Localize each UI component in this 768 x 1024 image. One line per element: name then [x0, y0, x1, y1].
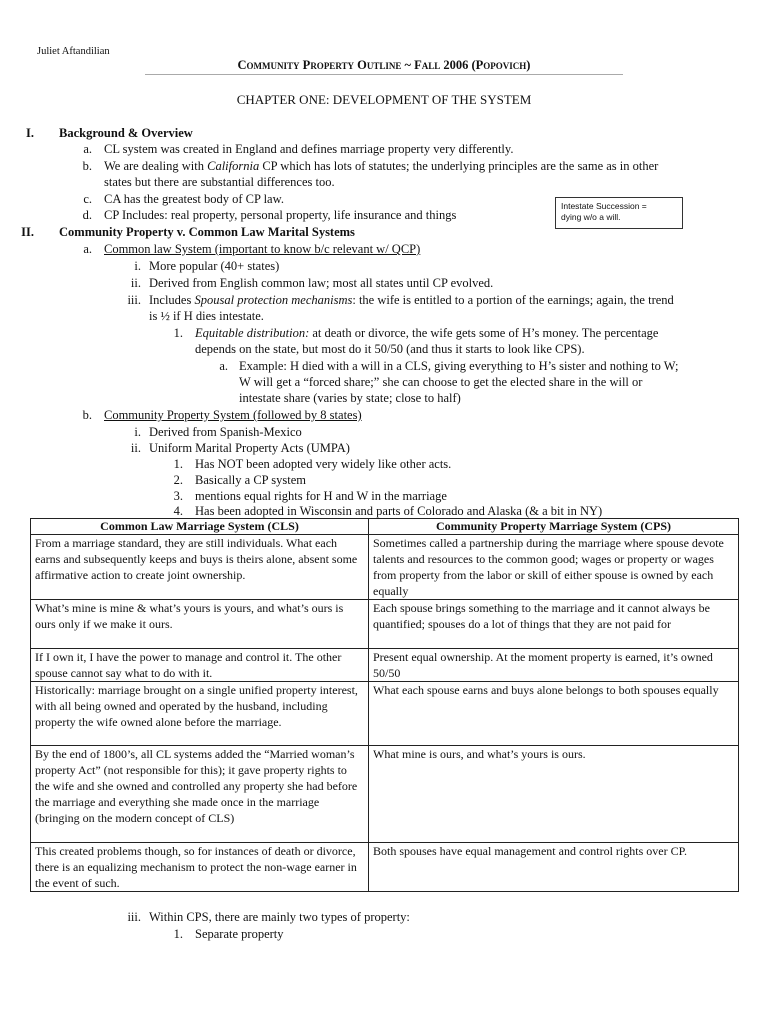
table-cell: Present equal ownership. At the moment property is earned, it’s owned 50/50	[369, 649, 739, 682]
list-item-continuation: intestate share (varies by state; close to half)	[239, 391, 461, 405]
table-cell: From a marriage standard, they are still individuals. What each earns and subsequently keeps and buys is theirs alone, absent some affirmative action to create joint ownership.	[31, 535, 369, 600]
list-item: Example: H died with a will in a CLS, giving everything to H’s sister and nothing to W;	[239, 359, 679, 373]
table-cell: By the end of 1800’s, all CL systems added the “Married woman’s property Act” (not responsible for this); it gave property rights to the wife and she owned and controlled any property she had before the marriage and everything she made once in the marriage (bringing on the modern concept of CLS)	[31, 746, 369, 843]
table-cell: What mine is ours, and what’s yours is ours.	[369, 746, 739, 843]
table-row	[31, 843, 739, 892]
table-row	[31, 649, 739, 682]
margin-note	[555, 197, 683, 229]
list-item: CA has the greatest body of CP law.	[104, 192, 284, 206]
list-marker: i.	[134, 259, 141, 273]
list-item: Community Property System (followed by 8 states)	[104, 408, 362, 422]
list-marker: a.	[83, 242, 92, 256]
table-row	[31, 600, 739, 649]
table-cell: What each spouse earns and buys alone belongs to both spouses equally	[369, 682, 739, 746]
list-marker: iii.	[127, 293, 141, 307]
table-row	[31, 746, 739, 843]
list-item-continuation: is ½ if H dies intestate.	[149, 309, 264, 323]
list-marker: b.	[82, 408, 92, 422]
list-item: Derived from English common law; most all states until CP evolved.	[149, 276, 494, 290]
section-marker: I.	[26, 126, 34, 140]
table-row	[31, 535, 739, 600]
list-marker: 4.	[173, 504, 183, 518]
list-marker: 1.	[173, 457, 183, 471]
table-header-cps: Community Property Marriage System (CPS)	[369, 519, 739, 535]
table-cell: Each spouse brings something to the marriage and it cannot always be quantified; spouses do a lot of things that they are not paid for	[369, 600, 739, 649]
list-item: We are dealing with California CP which has lots of statutes; the underlying principles are the same as in other	[104, 159, 659, 173]
list-item: mentions equal rights for H and W in the marriage	[195, 489, 447, 503]
section-heading: Background & Overview	[59, 126, 193, 140]
list-item: Uniform Marital Property Acts (UMPA)	[149, 441, 350, 455]
list-item-continuation: W will get a “forced share;” she can choose to get the elected share in the will or	[239, 375, 643, 389]
table-cell: If I own it, I have the power to manage and control it. The other spouse cannot say what to do with it.	[31, 649, 369, 682]
list-item: Basically a CP system	[195, 473, 306, 487]
list-marker: a.	[219, 359, 228, 373]
list-item: Within CPS, there are mainly two types of property:	[149, 910, 410, 924]
list-marker: iii.	[127, 910, 141, 924]
list-item: Separate property	[195, 927, 284, 941]
list-marker: i.	[134, 425, 141, 439]
note-line: dying w/o a will.	[561, 212, 621, 222]
note-line: Intestate Succession =	[561, 201, 647, 211]
list-item: Equitable distribution: at death or divorce, the wife gets some of H’s money. The percentage	[195, 326, 659, 340]
list-item: CP Includes: real property, personal property, life insurance and things	[104, 208, 457, 222]
list-marker: 3.	[173, 489, 183, 503]
section-heading: Community Property v. Common Law Marital Systems	[59, 225, 355, 239]
list-marker: 1.	[173, 927, 183, 941]
table-cell: What’s mine is mine & what’s yours is yours, and what’s ours is ours only if we make it ours.	[31, 600, 369, 649]
comparison-table	[30, 518, 739, 892]
list-item: Includes Spousal protection mechanisms: the wife is entitled to a portion of the earnings; again, the trend	[149, 293, 674, 307]
table-header-cls: Common Law Marriage System (CLS)	[31, 519, 369, 535]
list-item: Common law System (important to know b/c relevant w/ QCP)	[104, 242, 421, 256]
table-header-row	[31, 519, 739, 535]
chapter-heading: CHAPTER ONE: DEVELOPMENT OF THE SYSTEM	[236, 92, 532, 107]
list-marker: c.	[83, 192, 92, 206]
section-marker: II.	[21, 225, 34, 239]
list-item: Has been adopted in Wisconsin and parts of Colorado and Alaska (& a bit in NY)	[195, 504, 603, 518]
table-cell: This created problems though, so for instances of death or divorce, there is an equalizing mechanism to protect the non-wage earner in the event of such.	[31, 843, 369, 892]
list-marker: ii.	[130, 276, 141, 290]
list-marker: b.	[82, 159, 92, 173]
list-item-continuation: states but there are substantial differences too.	[104, 175, 335, 189]
table-cell: Historically: marriage brought on a single unified property interest, with all being owned and operated by the husband, including property the wife owned alone before the marriage.	[31, 682, 369, 746]
list-item: Has NOT been adopted very widely like other acts.	[195, 457, 452, 471]
table-row	[31, 682, 739, 746]
list-item-continuation: depends on the state, but most do it 50/50 (and thus it starts to look like CPS).	[195, 342, 585, 356]
document-title: Community Property Outline ~ Fall 2006 (Popovich)	[237, 58, 531, 72]
list-marker: 2.	[173, 473, 183, 487]
table-cell: Sometimes called a partnership during the marriage where spouse devote talents and resources to the common good; wages or property or wages from property from the labor or skill of either spouse is owned by each equally	[369, 535, 739, 600]
list-marker: ii.	[130, 441, 141, 455]
list-marker: 1.	[173, 326, 183, 340]
list-marker: a.	[83, 142, 92, 156]
list-marker: d.	[82, 208, 92, 222]
table-cell: Both spouses have equal management and control rights over CP.	[369, 843, 739, 892]
title-divider	[145, 74, 623, 75]
list-item: Derived from Spanish-Mexico	[149, 425, 302, 439]
list-item: More popular (40+ states)	[149, 259, 280, 273]
author-name: Juliet Aftandilian	[37, 46, 110, 57]
list-item: CL system was created in England and defines marriage property very differently.	[104, 142, 514, 156]
